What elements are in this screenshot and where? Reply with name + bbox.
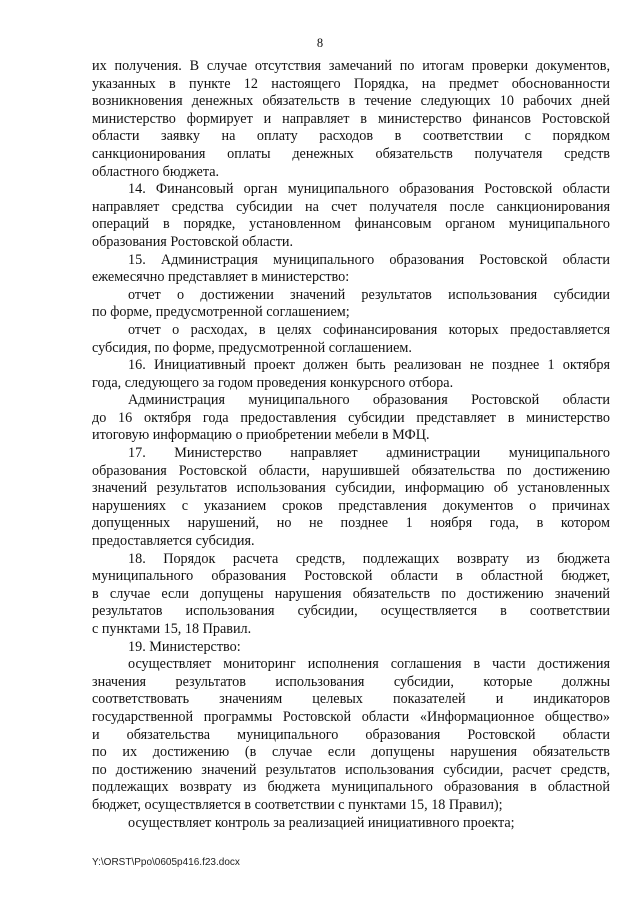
paragraph bbox=[92, 58, 610, 181]
text-line: предоставляется субсидия. bbox=[92, 533, 255, 550]
paragraph bbox=[92, 639, 610, 657]
paragraph bbox=[92, 815, 610, 833]
text-line: Администрация муниципального образования Ростовской области bbox=[128, 392, 610, 409]
text-line: области заявку на оплату расходов в соответствии с порядком bbox=[92, 128, 610, 145]
text-line: 16. Инициативный проект должен быть реализован не позднее 1 октября bbox=[128, 357, 610, 374]
document-body bbox=[92, 58, 610, 832]
text-line: до 16 октября года предоставления субсидии представляет в министерство bbox=[92, 409, 610, 426]
text-line: 14. Финансовый орган муниципального образования Ростовской области bbox=[128, 181, 610, 198]
text-line: значения результатов использования субсидии, которые должны bbox=[92, 673, 610, 690]
text-line: в случае если допущены нарушения обязательств по достижению значений bbox=[92, 585, 610, 602]
paragraph bbox=[92, 445, 610, 551]
text-line: направляет средства субсидии на счет получателя после санкционирования bbox=[92, 198, 610, 215]
text-line: муниципального образования Ростовской области в областной бюджет, bbox=[92, 568, 610, 585]
paragraph bbox=[92, 656, 610, 814]
text-line: осуществляет мониторинг исполнения соглашения в части достижения bbox=[128, 656, 610, 673]
text-line: бюджет, осуществляется в соответствии с пунктами 15, 18 Правил); bbox=[92, 796, 503, 813]
paragraph bbox=[92, 322, 610, 357]
text-line: министерство формирует и направляет в министерство финансов Ростовской bbox=[92, 110, 610, 127]
text-line: по достижению значений результатов использования субсидии, расчет средств, bbox=[92, 761, 610, 778]
paragraph bbox=[92, 287, 610, 322]
text-line: государственной программы Ростовской области «Информационное общество» bbox=[92, 708, 610, 725]
paragraph bbox=[92, 181, 610, 251]
text-line: отчет о достижении значений результатов использования субсидии bbox=[128, 286, 610, 303]
text-line: 15. Администрация муниципального образования Ростовской области bbox=[128, 251, 610, 268]
text-line: результатов использования субсидии, осуществляется в соответствии bbox=[92, 603, 610, 620]
text-line: возникновения денежных обязательств в течение следующих 10 рабочих дней bbox=[92, 93, 610, 110]
paragraph bbox=[92, 252, 610, 287]
text-line: итоговую информацию о приобретении мебели в МФЦ. bbox=[92, 427, 430, 444]
text-line: ежемесячно представляет в министерство: bbox=[92, 269, 350, 286]
text-line: операций в порядке, установленном финансовым органом муниципального bbox=[92, 216, 610, 233]
text-line: значений результатов использования субсидии, информацию об установленных bbox=[92, 480, 610, 497]
text-line: образования Ростовской области. bbox=[92, 233, 294, 250]
text-line: 19. Министерство: bbox=[128, 638, 241, 655]
text-line: осуществляет контроль за реализацией инициативного проекта; bbox=[128, 814, 515, 831]
text-line: допущенных нарушений, но не позднее 1 ноября года, в котором bbox=[92, 515, 610, 532]
text-line: санкционирования оплаты денежных обязательств получателя средств bbox=[92, 145, 610, 162]
text-line: субсидия, по форме, предусмотренной соглашением. bbox=[92, 339, 412, 356]
text-line: с пунктами 15, 18 Правил. bbox=[92, 621, 252, 637]
text-line: и обязательства муниципального образования Ростовской области bbox=[92, 726, 610, 743]
text-line: по их достижению (в случае если допущены нарушения обязательств bbox=[92, 744, 610, 761]
text-line: года, следующего за годом проведения конкурсного отбора. bbox=[92, 374, 454, 391]
text-line: 17. Министерство направляет администрации муниципального bbox=[128, 445, 610, 462]
text-line: подлежащих возврату из бюджета муниципального образования в областной bbox=[92, 779, 610, 796]
text-line: нарушениях с указанием сроков представления документов о причинах bbox=[92, 497, 610, 514]
text-line: образования Ростовской области, нарушившей обязательства по достижению bbox=[92, 462, 610, 479]
text-line: областного бюджета. bbox=[92, 163, 220, 180]
text-line: отчет о расходах, в целях софинансирования которых предоставляется bbox=[128, 321, 610, 338]
page-number: 8 bbox=[316, 36, 324, 50]
paragraph bbox=[92, 357, 610, 392]
text-line: соответствовать значениям целевых показателей и индикаторов bbox=[92, 691, 610, 708]
file-path-footer: Y:\ORST\Ppo\0605p416.f23.docx bbox=[92, 857, 240, 868]
text-line: 18. Порядок расчета средств, подлежащих возврату из бюджета bbox=[128, 550, 610, 567]
text-line: по форме, предусмотренной соглашением; bbox=[92, 304, 350, 321]
text-line: их получения. В случае отсутствия замечаний по итогам проверки документов, bbox=[92, 58, 610, 74]
paragraph bbox=[92, 392, 610, 445]
text-line: указанных в пункте 12 настоящего Порядка, на предмет обоснованности bbox=[92, 75, 610, 92]
paragraph bbox=[92, 551, 610, 639]
